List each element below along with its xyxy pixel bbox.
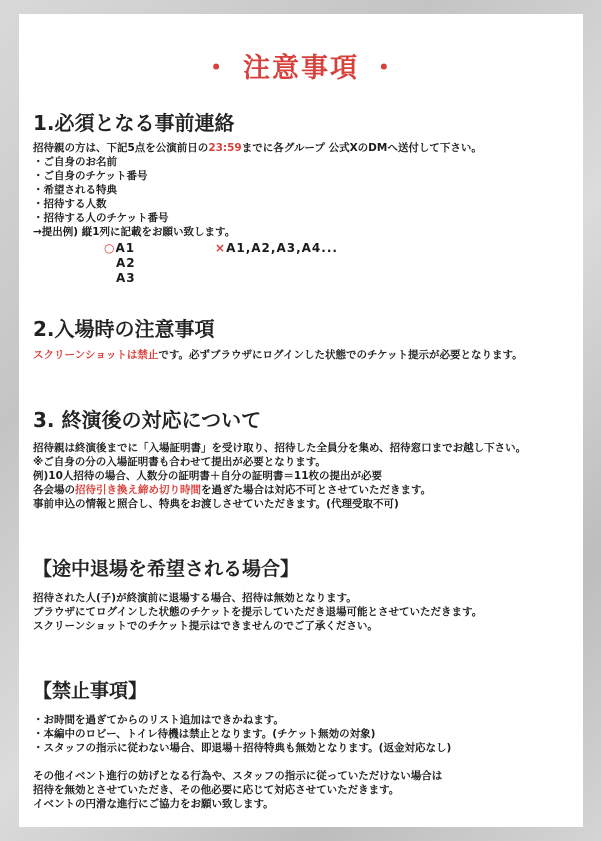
list-item: ・招待する人数 xyxy=(33,198,107,210)
section-5-line: その他イベント進行の妨げとなる行為や、スタッフの指示に従っていただけない場合は xyxy=(33,770,443,782)
section-2-text-rest: です。必ずブラウザにログインした状態でのチケット提示が必要となります。 xyxy=(158,349,523,361)
section-5-line: ・本編中のロビー、トイレ待機は禁止となります。(チケット無効の対象) xyxy=(33,728,376,740)
section-5-heading: 【禁止事項】 xyxy=(33,680,148,702)
list-item: ・希望される特典 xyxy=(33,184,117,196)
section-4-line: スクリーンショットでのチケット提示はできませんのでご了承ください。 xyxy=(33,620,378,632)
section-4-heading: 【途中退場を希望される場合】 xyxy=(33,558,300,580)
section-1-intro xyxy=(33,142,482,156)
section-3-line: 招待親は終演後までに「入場証明書」を受け取り、招待した全員分を集め、招待窓口までお越し下さい。 xyxy=(33,442,527,454)
section-2-text xyxy=(33,349,523,363)
intro-text-rest: までに各グループ 公式XのDMへ送付して下さい。 xyxy=(241,142,482,154)
section-5-line: イベントの円滑な進行にご協力をお願い致します。 xyxy=(33,798,274,810)
section-3-line: 事前申込の情報と照合し、特典をお渡しさせていただきます。(代理受取不可) xyxy=(33,498,399,510)
section-5-line: ・スタッフの指示に従わない場合、即退場＋招待特典も無効となります。(返金対応なし) xyxy=(33,742,452,754)
example-note: →提出例) 縦1列に記載をお願い致します。 xyxy=(33,226,236,238)
section-1-heading: 1.必須となる事前連絡 xyxy=(33,111,235,135)
example-ok-row: A1 xyxy=(115,241,136,255)
example-ok-row: A3 xyxy=(116,271,136,285)
notice-sheet xyxy=(19,14,583,827)
example-ok xyxy=(104,241,135,255)
text: を過ぎた場合は対応不可とさせていただきます。 xyxy=(201,484,432,496)
page-title: ・ 注意事項 ・ xyxy=(202,53,400,84)
list-item: ・ご自身のお名前 xyxy=(33,156,117,168)
section-3-heading: 3. 終演後の対応について xyxy=(33,408,262,432)
section-3-line xyxy=(33,484,431,498)
section-4-line: ブラウザにてログインした状態のチケットを提示していただき退場可能とさせていただきます。 xyxy=(33,606,483,618)
list-item: ・招待する人のチケット番号 xyxy=(33,212,169,224)
section-5-line: ・お時間を過ぎてからのリスト追加はできかねます。 xyxy=(33,714,284,726)
example-ng-row: A1,A2,A3,A4... xyxy=(226,241,338,255)
screenshot-prohibited: スクリーンショットは禁止 xyxy=(33,349,159,361)
example-ng xyxy=(215,241,338,255)
circle-icon: ○ xyxy=(104,241,116,255)
example-ok-row: A2 xyxy=(116,256,136,270)
section-3-line: 例)10人招待の場合、人数分の証明書＋自分の証明書＝11枚の提出が必要 xyxy=(33,470,383,482)
section-4-line: 招待された人(子)が終演前に退場する場合、招待は無効となります。 xyxy=(33,592,357,604)
cross-icon: × xyxy=(215,241,227,255)
text: 各会場の xyxy=(33,484,75,496)
list-item: ・ご自身のチケット番号 xyxy=(33,170,148,182)
deadline-highlight: 招待引き換え締め切り時間 xyxy=(75,484,201,496)
section-5-line: 招待を無効とさせていただき、その他必要に応じて対応させていただきます。 xyxy=(33,784,400,796)
section-3-line: ※ご自身の分の入場証明書も合わせて提出が必要となります。 xyxy=(33,456,326,468)
section-2-heading: 2.入場時の注意事項 xyxy=(33,317,215,341)
deadline-time: 23:59 xyxy=(208,142,242,154)
intro-text: 招待親の方は、下記5点を公演前日の xyxy=(33,142,209,154)
